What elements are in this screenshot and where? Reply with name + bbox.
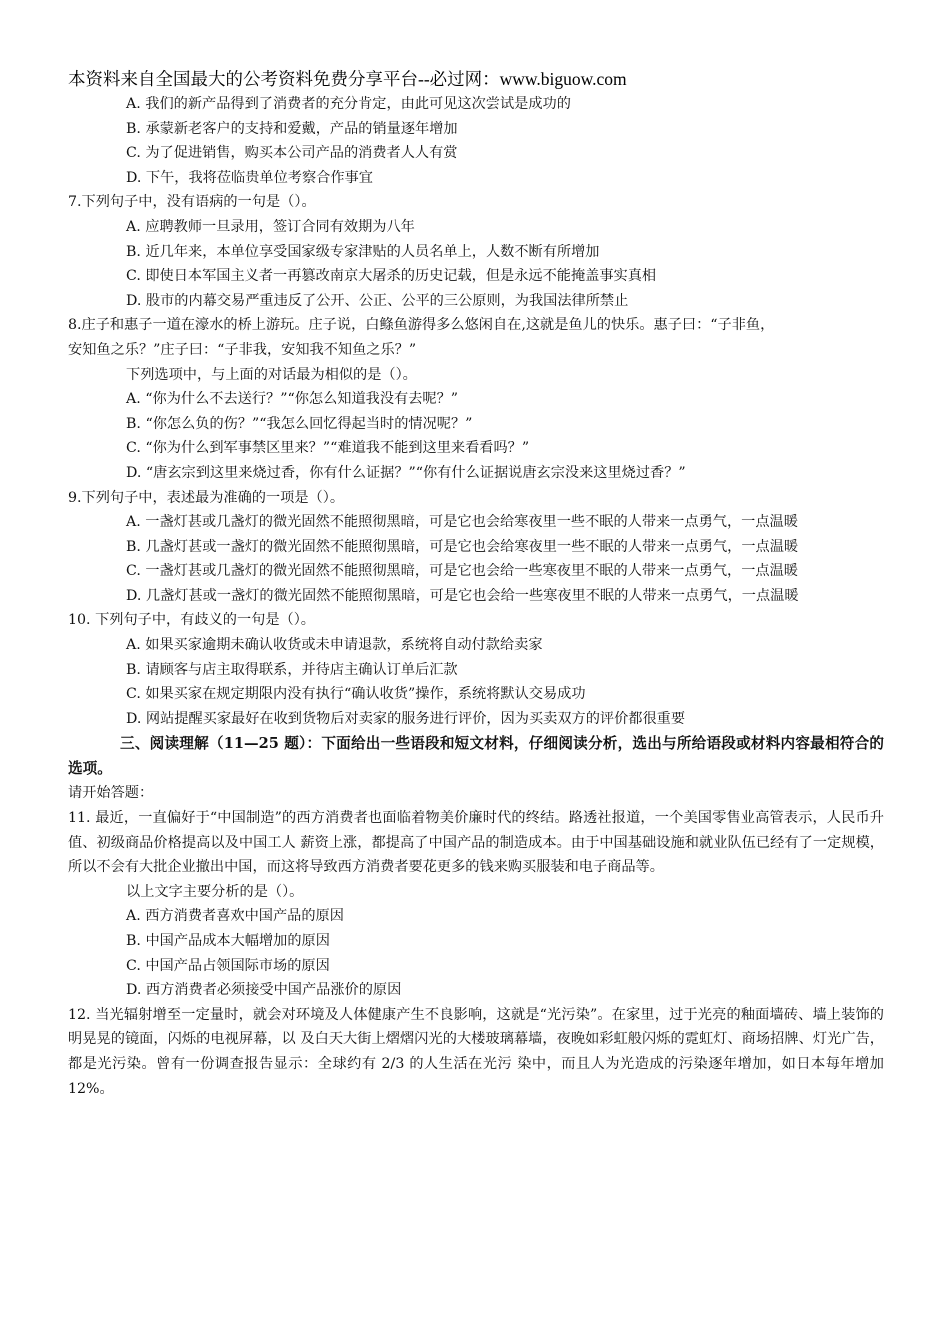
q7-option-d: D. 股市的内幕交易严重违反了公开、公正、公平的三公原则，为我国法律所禁止: [126, 292, 629, 309]
q8-option-c: C. “你为什么到军事禁区里来？”“难道我不能到这里来看看吗？”: [126, 440, 530, 457]
question-12: [68, 1003, 884, 1101]
q9-stem: 9.下列句子中，表述最为准确的一项是（）。: [68, 489, 345, 506]
q9-option-a: A. 一盏灯甚或几盏灯的微光固然不能照彻黑暗，可是它也会给寒夜里一些不眠的人带来一点勇气，一点温暖: [126, 514, 798, 531]
q11-option-b: B. 中国产品成本大幅增加的原因: [126, 933, 330, 949]
q7-stem: 7.下列句子中，没有语病的一句是（）。: [68, 194, 316, 211]
q11-option-d: D. 西方消费者必须接受中国产品涨价的原因: [126, 982, 402, 999]
source-header: 本资料来自全国最大的公考资料免费分享平台--必过网：www.biguow.com: [68, 69, 627, 89]
question-11: [68, 806, 884, 1003]
q10-option-b: B. 请顾客与店主取得联系，并待店主确认订单后汇款: [126, 661, 458, 678]
q10-option-a: A. 如果买家逾期未确认收货或未申请退款，系统将自动付款给卖家: [126, 637, 543, 654]
question-7: [68, 190, 884, 313]
q11-option-a: A. 西方消费者喜欢中国产品的原因: [126, 908, 344, 925]
q12-passage: 12. 当光辐射增至一定量时，就会对环境及人体健康产生不良影响，这就是“光污染”。在家里，过于光亮的釉面墙砖、墙上装饰的明晃晃的镜面，闪烁的电视屏幕，以 及白天大街上熠熠闪光的大楼玻璃幕墙，夜晚如彩虹般闪烁的霓虹灯、商场招牌、灯光广告，都是光污染。曾有一份调查报告显示：全球约有 2/3 的人生活在光污 染中，而且人为光造成的污染逐年增加，如日本每年增加 12%。: [68, 1006, 884, 1097]
q10-stem: 10. 下列句子中，有歧义的一句是（）。: [68, 612, 315, 629]
q9-option-d: D. 几盏灯甚或一盏灯的微光固然不能照彻黑暗，可是它也会给一些寒夜里不眠的人带来一点勇气，一点温暖: [126, 587, 799, 604]
q8-option-a: A. “你为什么不去送行？”“你怎么知道我没有去呢？”: [126, 391, 459, 408]
q11-option-c: C. 中国产品占领国际市场的原因: [126, 957, 330, 974]
q9-option-c: C. 一盏灯甚或几盏灯的微光固然不能照彻黑暗，可是它也会给一些寒夜里不眠的人带来一点勇气，一点温暖: [126, 563, 798, 580]
q8-prompt: 下列选项中，与上面的对话最为相似的是（）。: [126, 366, 417, 383]
q6-option-c: C. 为了促进销售，购买本公司产品的消费者人人有赏: [126, 145, 458, 162]
q8-stem-line1: 8.庄子和惠子一道在濠水的桥上游玩。庄子说，白鲦鱼游得多么悠闲自在,这就是鱼儿的快乐。惠子曰：“子非鱼，: [68, 317, 775, 334]
section-3-start: 请开始答题：: [68, 785, 154, 802]
q11-passage: 11. 最近，一直偏好于“中国制造”的西方消费者也面临着物美价廉时代的终结。路透社报道，一个美国零售业高管表示，人民币升值、初级商品价格提高以及中国工人 薪资上涨，都提高了中国产品的制造成本。由于中国基础设施和就业队伍已经有了一定规模，所以不会有大批企业撤出中国，而这将导致西方消费者要花更多的钱来购买服装和电子商品等。: [68, 810, 884, 876]
q10-option-c: C. 如果买家在规定期限内没有执行“确认收货”操作，系统将默认交易成功: [126, 686, 586, 703]
question-10: [68, 608, 884, 731]
q7-option-b: B. 近几年来，本单位享受国家级专家津贴的人员名单上，人数不断有所增加: [126, 243, 600, 260]
q6-options: [68, 92, 884, 190]
q8-option-d: D. “唐玄宗到这里来烧过香，你有什么证据？”“你有什么证据说唐玄宗没来这里烧过香？”: [126, 464, 686, 481]
q6-option-b: B. 承蒙新老客户的支持和爱戴，产品的销量逐年增加: [126, 120, 458, 137]
q8-option-b: B. “你怎么负的伤？”“我怎么回忆得起当时的情况呢？”: [126, 415, 473, 432]
q8-stem-line2: 安知鱼之乐？”庄子曰：“子非我，安知我不知鱼之乐？”: [68, 341, 417, 358]
q6-option-d: D. 下午，我将莅临贵单位考察合作事宜: [126, 169, 373, 186]
q7-option-c: C. 即使日本军国主义者一再篡改南京大屠杀的历史记载，但是永远不能掩盖事实真相: [126, 268, 657, 285]
q6-option-a: A. 我们的新产品得到了消费者的充分肯定，由此可见这次尝试是成功的: [126, 96, 571, 112]
document-page: [68, 66, 884, 1101]
q7-option-a: A. 应聘教师一旦录用，签订合同有效期为八年: [126, 218, 415, 235]
question-8: [68, 313, 884, 485]
q10-option-d: D. 网站提醒买家最好在收到货物后对卖家的服务进行评价，因为买卖双方的评价都很重要: [126, 710, 686, 727]
q9-option-b: B. 几盏灯甚或一盏灯的微光固然不能照彻黑暗，可是它也会给寒夜里一些不眠的人带来一点勇气，一点温暖: [126, 538, 799, 555]
section-3-title: 三、阅读理解（11—25 题）：下面给出一些语段和短文材料，仔细阅读分析，选出与所给语段或材料内容最相符合的选项。: [68, 735, 884, 778]
q11-prompt: 以上文字主要分析的是（）。: [126, 883, 304, 900]
question-9: [68, 486, 884, 609]
